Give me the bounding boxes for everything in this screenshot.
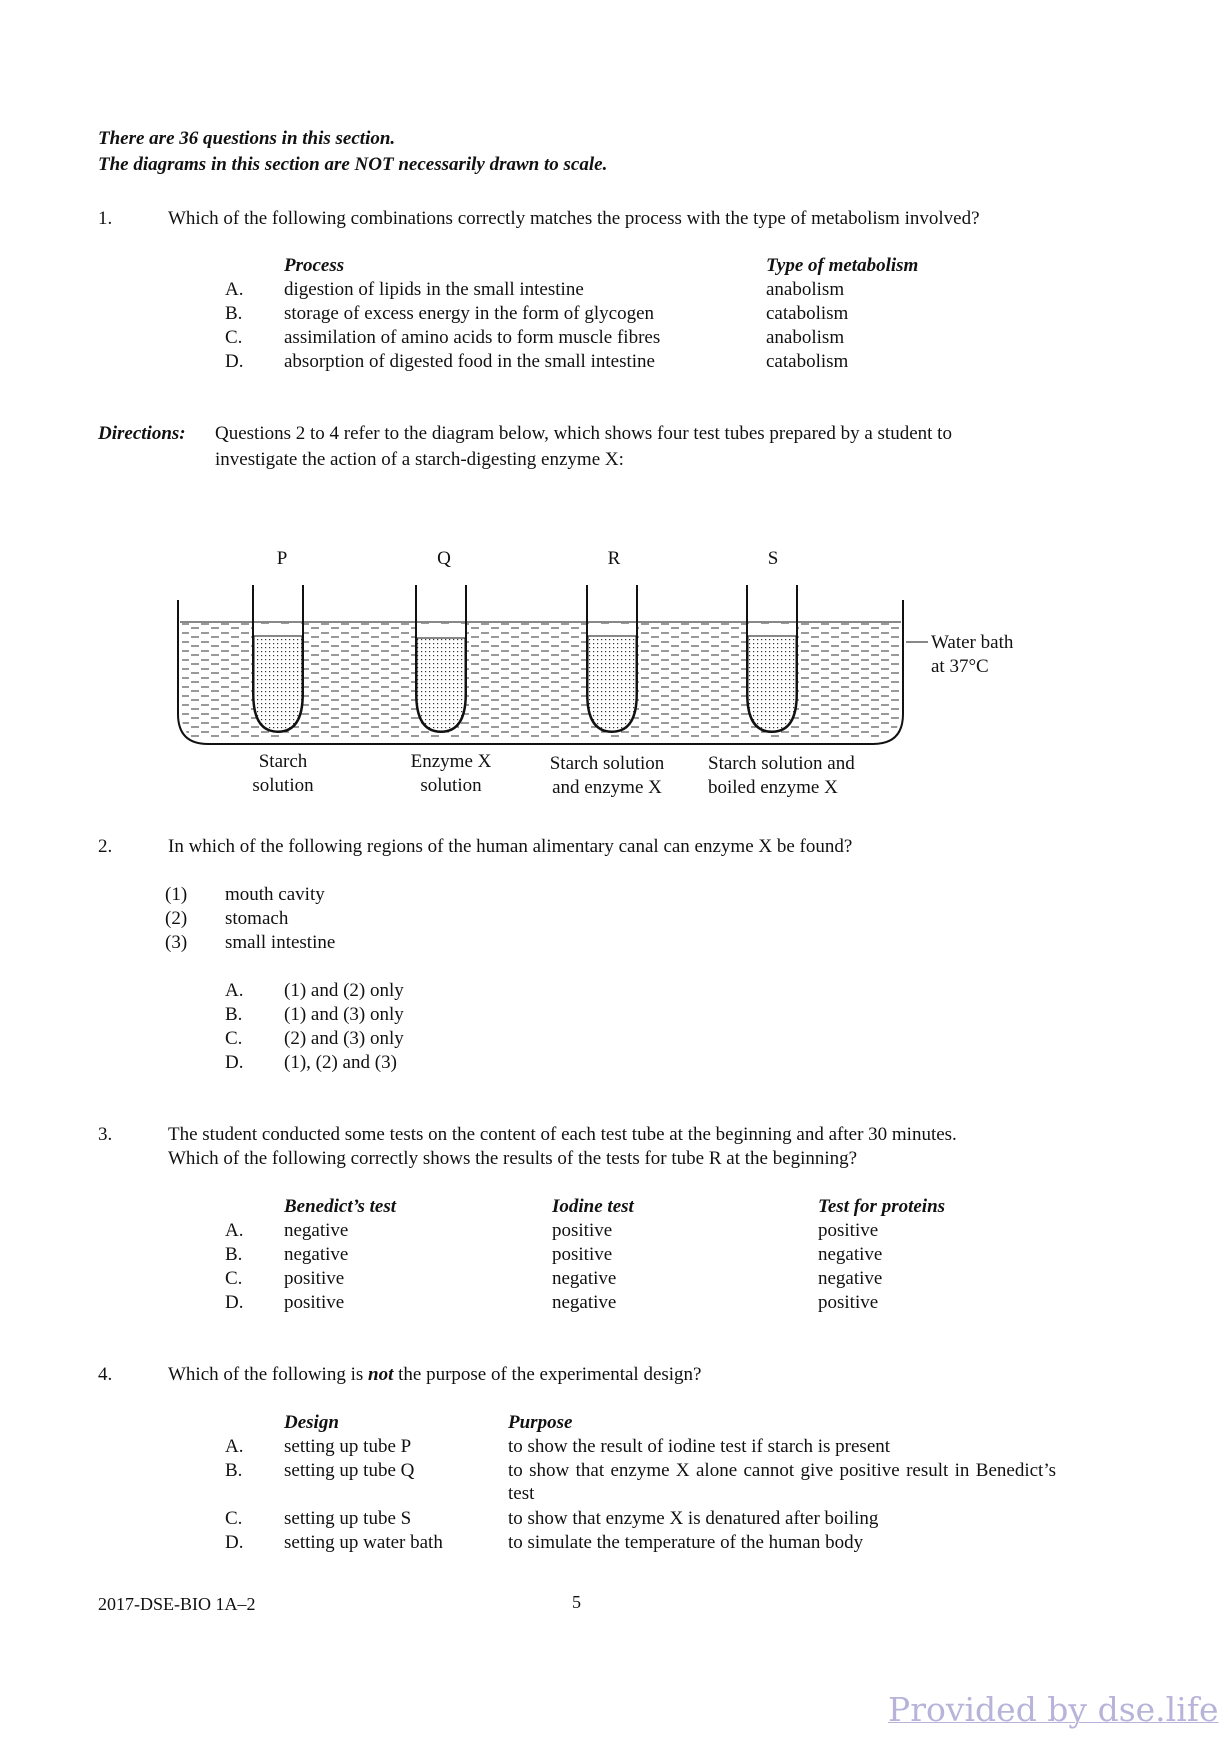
option-process: assimilation of amino acids to form muscle fibres — [284, 327, 661, 348]
option-cell: negative — [284, 1220, 349, 1241]
section-note-scale: The diagrams in this section are NOT necessarily drawn to scale. — [98, 154, 608, 175]
question-number: 4. — [98, 1364, 113, 1385]
tube-content-label: solution — [420, 775, 482, 796]
option-cell: negative — [818, 1244, 883, 1265]
option-letter: A. — [225, 980, 244, 1001]
option-type: catabolism — [766, 303, 849, 324]
statement-text: small intestine — [225, 932, 336, 953]
option-letter: A. — [225, 1436, 244, 1457]
option-letter: B. — [225, 303, 243, 324]
option-purpose: to show the result of iodine test if starch is present — [508, 1436, 891, 1457]
directions-text-line1: Questions 2 to 4 refer to the diagram below, which shows four test tubes prepared by a student to — [215, 423, 952, 444]
option-design: setting up water bath — [284, 1532, 443, 1553]
tube-label: Q — [437, 548, 451, 569]
tube-label: P — [276, 548, 288, 569]
water-bath-temp: at 37°C — [931, 656, 989, 677]
watermark: Provided by dse.life — [888, 1690, 1219, 1729]
column-header: Iodine test — [552, 1196, 634, 1217]
option-cell: positive — [552, 1220, 613, 1241]
tube-content-label: boiled enzyme X — [708, 777, 838, 798]
test-tube-diagram — [0, 530, 1228, 850]
question-stem-line2: Which of the following correctly shows the results of the tests for tube R at the beginning? — [168, 1148, 858, 1169]
option-cell: positive — [284, 1268, 345, 1289]
page-number: 5 — [572, 1592, 581, 1612]
option-cell: negative — [552, 1268, 617, 1289]
question-stem: In which of the following regions of the human alimentary canal can enzyme X be found? — [168, 836, 853, 857]
option-cell: positive — [818, 1292, 879, 1313]
option-purpose: to show that enzyme X is denatured after boiling — [508, 1508, 879, 1529]
option-letter: D. — [225, 1532, 244, 1553]
option-cell: positive — [552, 1244, 613, 1265]
option-process: absorption of digested food in the small intestine — [284, 351, 655, 372]
directions-label: Directions: — [98, 423, 186, 444]
option-process: storage of excess energy in the form of glycogen — [284, 303, 655, 324]
tube-content-label: Starch solution — [549, 753, 665, 774]
option-cell: negative — [284, 1244, 349, 1265]
option-letter: B. — [225, 1460, 243, 1481]
question-stem-line1: The student conducted some tests on the content of each test tube at the beginning and after 30 minutes. — [168, 1124, 957, 1145]
option-letter: B. — [225, 1244, 243, 1265]
water-bath-label: Water bath — [931, 632, 1014, 653]
column-header: Test for proteins — [818, 1196, 946, 1217]
column-header-purpose: Purpose — [508, 1412, 573, 1433]
tube-label: S — [767, 548, 779, 569]
option-design: setting up tube Q — [284, 1460, 415, 1481]
tube-label: R — [607, 548, 621, 569]
option-letter: D. — [225, 1052, 244, 1073]
section-note-count: There are 36 questions in this section. — [98, 128, 396, 149]
test-tube-r — [587, 548, 637, 732]
statement-text: mouth cavity — [225, 884, 325, 905]
tube-content-label: Enzyme X — [410, 751, 492, 772]
option-cell: positive — [284, 1292, 345, 1313]
stem-emphasis: not — [368, 1364, 394, 1385]
tube-content-label: and enzyme X — [552, 777, 662, 798]
option-text: (2) and (3) only — [284, 1028, 404, 1049]
option-text: (1), (2) and (3) — [284, 1052, 397, 1073]
question-stem: Which of the following combinations correctly matches the process with the type of metabolism involved? — [168, 208, 980, 229]
question-number: 3. — [98, 1124, 113, 1145]
tube-content-label: Starch — [258, 751, 308, 772]
test-tube-s — [747, 548, 797, 732]
option-design: setting up tube P — [284, 1436, 412, 1457]
option-letter: C. — [225, 327, 243, 348]
statement-number: (3) — [165, 932, 188, 953]
option-cell: negative — [552, 1292, 617, 1313]
option-letter: C. — [225, 1268, 243, 1289]
question-number: 2. — [98, 836, 113, 857]
column-header-metabolism: Type of metabolism — [766, 255, 919, 276]
option-cell: positive — [818, 1220, 879, 1241]
statement-text: stomach — [225, 908, 289, 929]
option-design: setting up tube S — [284, 1508, 412, 1529]
option-letter: A. — [225, 279, 244, 300]
option-letter: A. — [225, 1220, 244, 1241]
column-header-design: Design — [284, 1412, 339, 1433]
tube-content-label: solution — [252, 775, 314, 796]
question-stem — [168, 1364, 701, 1387]
option-purpose: to simulate the temperature of the human body — [508, 1532, 864, 1553]
tube-content-label: Starch solution and — [708, 753, 855, 774]
question-number: 1. — [98, 208, 113, 229]
option-type: catabolism — [766, 351, 849, 372]
column-header: Benedict’s test — [284, 1196, 397, 1217]
option-letter: B. — [225, 1004, 243, 1025]
option-cell: negative — [818, 1268, 883, 1289]
directions-text-line2: investigate the action of a starch-digesting enzyme X: — [215, 449, 624, 470]
stem-text: Which of the following is — [168, 1364, 368, 1385]
option-type: anabolism — [766, 327, 845, 348]
option-purpose: to show that enzyme X alone cannot give positive result in Benedict’s test — [508, 1460, 1056, 1504]
test-tube-q — [416, 548, 466, 732]
option-text: (1) and (3) only — [284, 1004, 404, 1025]
option-type: anabolism — [766, 279, 845, 300]
column-header-process: Process — [284, 255, 345, 276]
option-letter: C. — [225, 1508, 243, 1529]
option-letter: D. — [225, 1292, 244, 1313]
option-text: (1) and (2) only — [284, 980, 404, 1001]
statement-number: (1) — [165, 884, 188, 905]
option-process: digestion of lipids in the small intestine — [284, 279, 584, 300]
stem-text: the purpose of the experimental design? — [393, 1364, 702, 1385]
option-letter: D. — [225, 351, 244, 372]
statement-number: (2) — [165, 908, 188, 929]
option-letter: C. — [225, 1028, 243, 1049]
test-tube-p — [253, 548, 303, 732]
exam-code: 2017-DSE-BIO 1A–2 — [98, 1594, 256, 1614]
